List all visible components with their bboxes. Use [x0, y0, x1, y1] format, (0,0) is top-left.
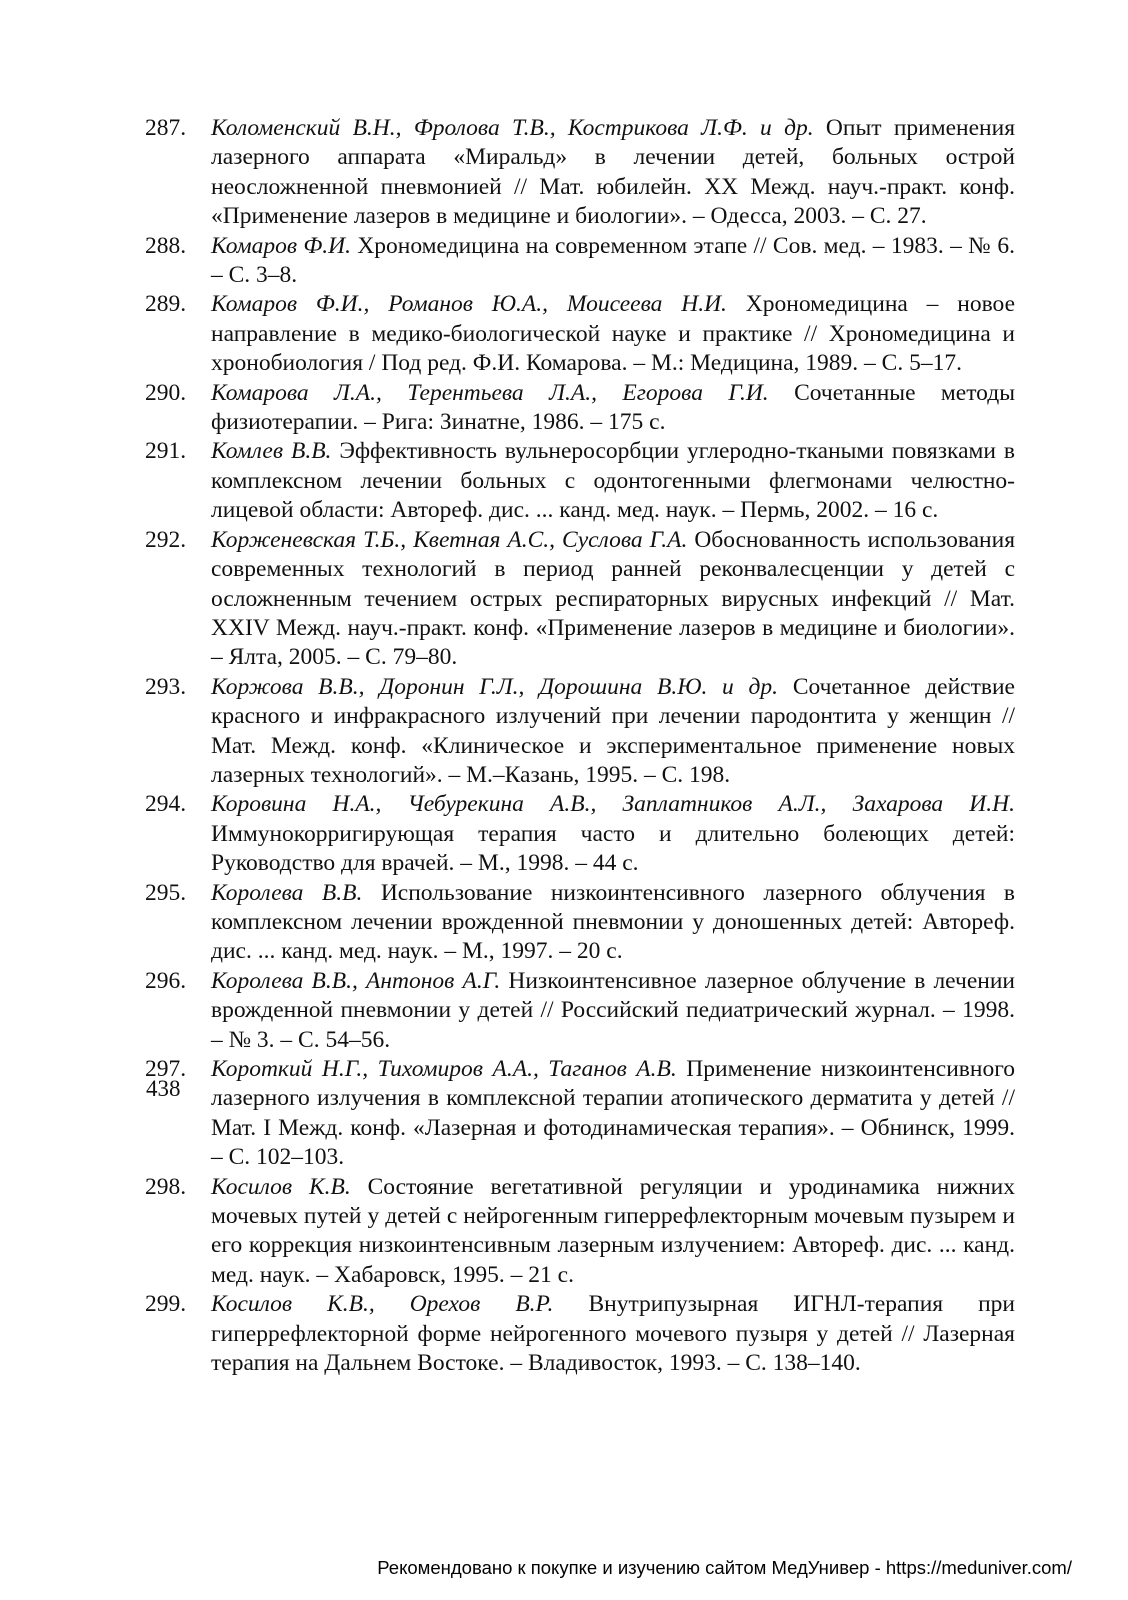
reference-authors: Косилов К.В., Орехов В.Р.	[211, 1291, 554, 1318]
bibliography-page	[145, 114, 1015, 1378]
reference-text: Эффективность вульнеросорбции углеродно-ткаными повязками в комплексном лечении больных с одонтогенными флегмонами челюстно-лицевой области: Автореф. дис. ... канд. мед. наук. – Пермь, 2002. – 16 с.	[211, 438, 1015, 524]
reference-authors: Корженевская Т.Б., Кветная А.С., Суслова Г.А.	[211, 526, 688, 553]
reference-text: Состояние вегетативной регуляции и уродинамика нижних мочевых путей у детей с нейрогенным гиперрефлекторным мочевым пузырем и его коррекция низкоинтенсивным лазерным излучением: Автореф. дис. ... канд. мед. наук. – Хабаровск, 1995. – 21 с.	[211, 1173, 1016, 1288]
reference-authors: Короткий Н.Г., Тихомиров А.А., Таганов А.В.	[211, 1056, 677, 1082]
reference-item	[145, 1173, 1015, 1291]
reference-item	[145, 379, 1015, 438]
reference-text: Использование низкоинтенсивного лазерного облучения в комплексном лечении врожденной пневмонии у доношенных детей: Автореф. дис. ... канд. мед. наук. – М., 1997. – 20 с.	[211, 879, 1015, 965]
reference-authors: Косилов К.В.	[211, 1173, 351, 1200]
reference-text: Обоснованность использования современных технологий в период ранней реконвалесценции у детей с осложненным течением острых респираторных вирусных инфекций // Мат. XXIV Межд. науч.-практ. конф. «Применение лазеров в медицине и биологии». – Ялта, 2005. – С. 79–80.	[211, 526, 1016, 671]
reference-text: Иммунокорригирующая терапия часто и длительно болеющих детей: Руководство для врачей. – М., 1998. – 44 с.	[211, 820, 1015, 877]
reference-number: 299.	[145, 1291, 187, 1318]
reference-item	[145, 967, 1015, 1055]
reference-item	[145, 879, 1015, 967]
reference-number: 292.	[145, 526, 187, 553]
reference-item	[145, 1055, 1015, 1173]
reference-item	[145, 526, 1015, 673]
reference-authors: Коломенский В.Н., Фролова Т.В., Кострикова Л.Ф. и др.	[211, 115, 814, 141]
reference-item	[145, 114, 1015, 232]
reference-number: 291.	[145, 438, 187, 465]
reference-number: 294.	[145, 791, 187, 818]
reference-number: 298.	[145, 1173, 187, 1200]
reference-text: Сочетанное действие красного и инфракрасного излучений при лечении пародонтита у женщин // Мат. Межд. конф. «Клиническое и экспериментальное применение новых лазерных технологий». – М.–Казань, 1995. – С. 198.	[211, 673, 1015, 788]
reference-text: Низкоинтенсивное лазерное облучение в лечении врожденной пневмонии у детей // Российский педиатрический журнал. – 1998. – № 3. – С. 54–56.	[211, 967, 1016, 1053]
reference-number: 290.	[145, 379, 187, 406]
reference-authors: Коровина Н.А., Чебурекина А.В., Заплатников А.Л., Захарова И.Н.	[211, 791, 1015, 818]
page-number: 438	[146, 1076, 181, 1101]
reference-authors: Комлев В.В.	[211, 438, 332, 465]
reference-number: 287.	[145, 115, 187, 141]
reference-text: Применение низкоинтенсивного лазерного излучения в комплексной терапии атопического дерматита у детей // Мат. I Межд. конф. «Лазерная и фотодинамическая терапия». – Обнинск, 1999. – С. 102–103.	[211, 1056, 1016, 1171]
reference-authors: Королева В.В.	[211, 879, 363, 906]
reference-text: Хрономедицина на современном этапе // Сов. мед. – 1983. – № 6. – С. 3–8.	[211, 232, 1016, 289]
reference-item	[145, 673, 1015, 791]
reference-authors: Комаров Ф.И., Романов Ю.А., Моисеева Н.И.	[211, 291, 727, 318]
reference-authors: Комарова Л.А., Терентьева Л.А., Егорова Г.И.	[211, 379, 769, 406]
reference-text: Сочетанные методы физиотерапии. – Рига: Зинатне, 1986. – 175 с.	[211, 379, 1016, 436]
reference-text: Опыт применения лазерного аппарата «Миральд» в лечении детей, больных острой неосложненной пневмонией // Мат. юбилейн. XX Межд. науч.-практ. конф. «Применение лазеров в медицине и биологии». – Одесса, 2003. – С. 27.	[211, 115, 1016, 230]
reference-list	[145, 114, 1015, 1378]
reference-item	[145, 437, 1015, 525]
reference-text: Внутрипузырная ИГНЛ-терапия при гиперрефлекторной форме нейрогенного мочевого пузыря у детей // Лазерная терапия на Дальнем Востоке. – Владивосток, 1993. – С. 138–140.	[211, 1291, 1015, 1377]
reference-item	[145, 232, 1015, 291]
footer-watermark: Рекомендовано к покупке и изучению сайтом МедУнивер - https://meduniver.com/	[377, 1557, 1072, 1578]
reference-number: 295.	[145, 879, 187, 906]
reference-number: 297.	[145, 1056, 187, 1082]
reference-number: 293.	[145, 673, 187, 700]
reference-authors: Комаров Ф.И.	[211, 232, 351, 259]
reference-authors: Королева В.В., Антонов А.Г.	[211, 967, 501, 994]
reference-item	[145, 790, 1015, 878]
reference-number: 288.	[145, 232, 187, 259]
reference-number: 296.	[145, 967, 187, 994]
reference-item	[145, 290, 1015, 378]
reference-number: 289.	[145, 291, 187, 318]
reference-authors: Коржова В.В., Доронин Г.Л., Дорошина В.Ю. и др.	[211, 673, 779, 700]
reference-text: Хрономедицина – новое направление в медико-биологической науке и практике // Хрономедицина и хронобиология / Под ред. Ф.И. Комарова. – М.: Медицина, 1989. – С. 5–17.	[211, 291, 1016, 377]
reference-item	[145, 1290, 1015, 1378]
